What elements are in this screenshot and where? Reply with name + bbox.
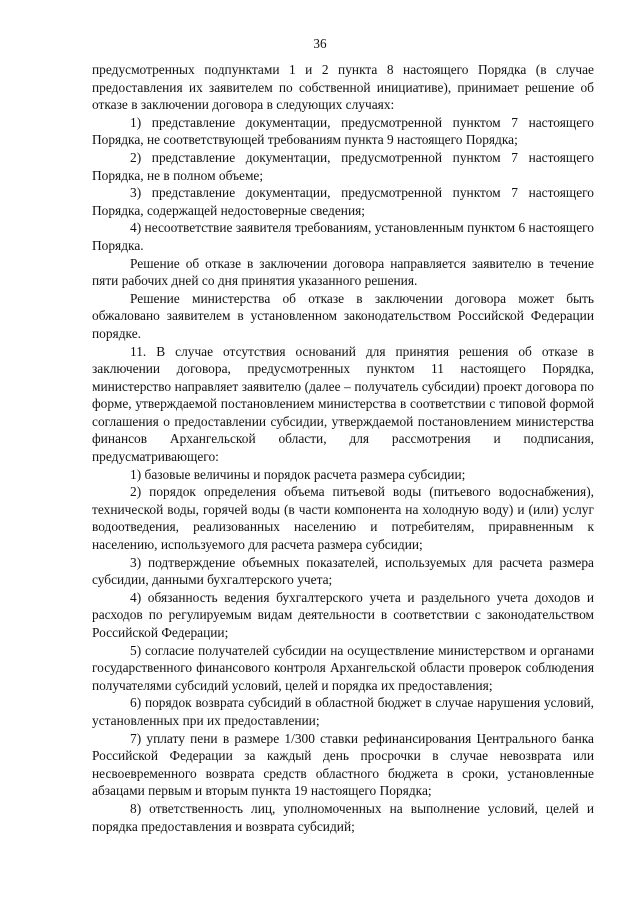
list-item: 8) ответственность лиц, уполномоченных на выполнение условий, целей и порядка предоставления и возврата субсидий; (92, 800, 594, 834)
document-body (92, 61, 594, 835)
page-number: 36 (313, 36, 327, 51)
list-item: 2) представление документации, предусмотренной пунктом 7 настоящего Порядка, не в полном объеме; (92, 149, 594, 183)
list-item: 6) порядок возврата субсидий в областной бюджет в случае нарушения условий, установленных при их предоставлении; (92, 695, 594, 728)
list-item: 7) уплату пени в размере 1/300 ставки рефинансирования Центрального банка Российской Федерации за каждый день просрочки в случае невозврата или несвоевременного возврата средств областного бюджета в сроки, установленные абзацами первым и вторым пункта 19 настоящего Порядка; (92, 730, 594, 799)
list-item: 1) представление документации, предусмотренной пунктом 7 настоящего Порядка, не соответствующей требованиям пункта 9 настоящего Порядка; (92, 114, 594, 148)
list-item: 1) базовые величины и порядок расчета размера субсидии; (130, 466, 466, 482)
list-item: 2) порядок определения объема питьевой воды (питьевого водоснабжения), технической воды, горячей воды (в части компонента на холодную воду) и (или) услуг водоотведения, реализованных населению и потребителям, приравненным к населению, используемого для расчета размера субсидии; (92, 484, 594, 553)
paragraph: Решение министерства об отказе в заключении договора может быть обжаловано заявителем в установленном законодательством Российской Федерации порядке. (92, 290, 594, 341)
list-item: 4) обязанность ведения бухгалтерского учета и раздельного учета доходов и расходов по регулируемым видам деятельности в соответствии с законодательством Российской Федерации; (92, 589, 594, 640)
paragraph: Решение об отказе в заключении договора направляется заявителю в течение пяти рабочих дней со дня принятия указанного решения. (92, 255, 594, 289)
list-item: 3) подтверждение объемных показателей, используемых для расчета размера субсидии, данными бухгалтерского учета; (92, 554, 594, 588)
list-item: 5) согласие получателей субсидии на осуществление министерством и органами государственного финансового контроля Архангельской области проверок соблюдения получателями субсидий условий, целей и порядка их предоставления; (92, 642, 594, 693)
list-item: 3) представление документации, предусмотренной пунктом 7 настоящего Порядка, содержащей недостоверные сведения; (92, 185, 594, 218)
paragraph-clause-11: 11. В случае отсутствия оснований для принятия решения об отказе в заключении договора, предусмотренных пунктом 11 настоящего Порядка, министерство направляет заявителю (далее – получатель субсидии) проект договора по форме, утверждаемой постановлением министерства в соответствии с типовой формой соглашения о предоставлении субсидии, утверждаемой постановлением министерства финансов Архангельской области, для рассмотрения и подписания, предусматривающего: (92, 343, 594, 465)
list-item: 4) несоответствие заявителя требованиям, установленным пунктом 6 настоящего Порядка. (92, 220, 594, 253)
paragraph: предусмотренных подпунктами 1 и 2 пункта 8 настоящего Порядка (в случае предоставления их заявителем по собственной инициативе), принимает решение об отказе в заключении договора в следующих случаях: (92, 62, 594, 113)
